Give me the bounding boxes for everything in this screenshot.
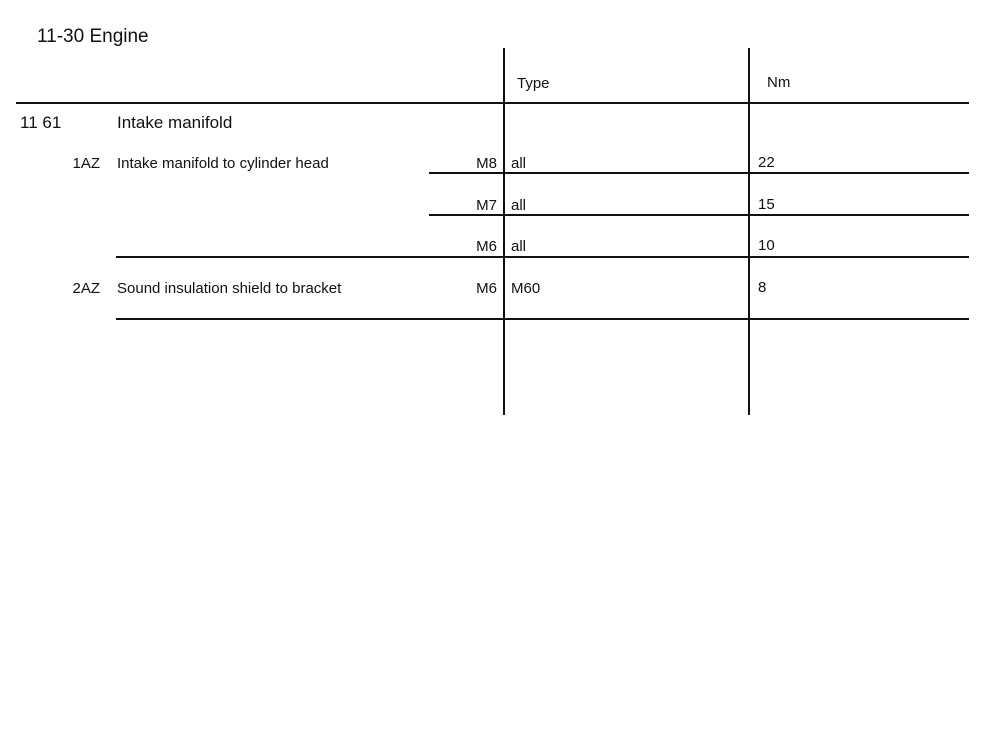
item-code: 2AZ [72,280,100,297]
type-value: all [511,155,527,172]
row-rule [429,172,969,174]
row-rule [429,214,969,216]
item-code: 1AZ [72,155,100,172]
torque-value: 15 [758,196,775,213]
row-rule [116,256,969,258]
torque-value: 22 [758,154,775,171]
row-rule [116,318,969,320]
thread-size: M6 [476,280,497,297]
torque-value: 10 [758,237,775,254]
type-value: all [511,197,527,214]
section-code: 11 61 [20,113,62,132]
item-description: Sound insulation shield to bracket [117,280,342,297]
torque-value: 8 [758,279,767,296]
header-rule [16,102,969,104]
type-value: all [511,238,527,255]
thread-size: M6 [476,238,497,255]
column-header-type: Type [517,75,550,92]
item-description: Intake manifold to cylinder head [117,155,329,172]
page-title: 11-30 Engine [37,26,149,47]
thread-size: M7 [476,197,497,214]
thread-size: M8 [476,155,497,172]
section-title: Intake manifold [117,113,233,132]
column-header-nm: Nm [767,74,791,91]
type-value: M60 [511,280,541,297]
